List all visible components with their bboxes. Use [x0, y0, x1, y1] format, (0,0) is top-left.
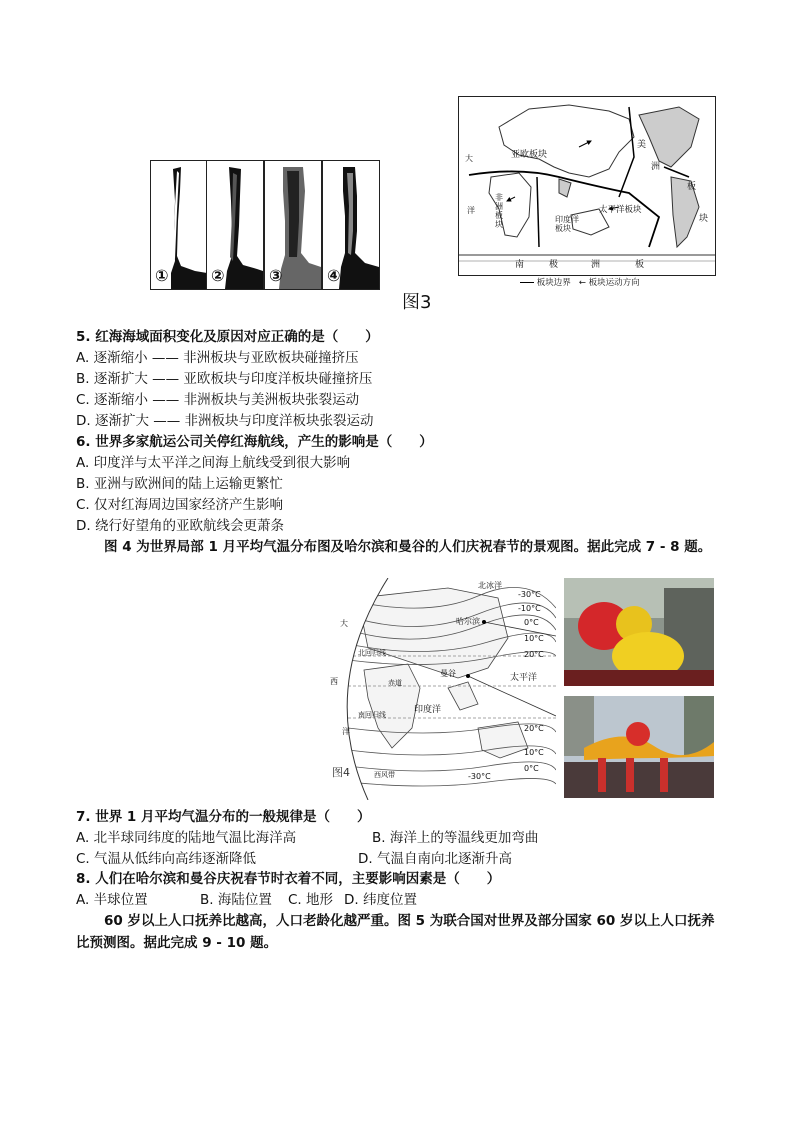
q5-stem: 5. 红海海域面积变化及原因对应正确的是（ ） — [76, 329, 379, 345]
label-yang: 洋 — [342, 727, 350, 736]
lion-dance-illustration — [564, 578, 714, 686]
isotherm-label-8: 0°C — [524, 764, 539, 773]
label-indian-line2: 板块 — [555, 224, 571, 233]
q6-option-c: C. 仅对红海周边国家经济产生影响 — [76, 497, 284, 513]
q8-option-a: A. 半球位置 — [76, 892, 148, 908]
strip-label-4: ④ — [327, 266, 341, 285]
q7-stem: 7. 世界 1 月平均气温分布的一般规律是（ ） — [76, 809, 371, 825]
label-pacific-plate: 太平洋板块 — [599, 205, 642, 215]
label-tropic-south: 南回归线 — [358, 711, 386, 719]
label-america-1: 美 — [637, 140, 647, 150]
plate-map-svg — [459, 97, 715, 275]
arrow-left-icon: ← — [578, 278, 586, 288]
q8-option-b: B. 海陆位置 — [200, 892, 272, 908]
label-bangkok: 曼谷 — [440, 669, 456, 678]
label-yang: 洋 — [467, 206, 475, 215]
q7-option-c: C. 气温从低纬向高纬逐渐降低 — [76, 851, 257, 867]
plate-map-legend — [520, 276, 640, 288]
intro-9-10: 60 岁以上人口抚养比越高，人口老龄化越严重。图 5 为联合国对世界及部分国家 60 岁以上人口抚养比预测图。据此完成 9 - 10 题。 — [76, 913, 715, 951]
label-da: 大 — [465, 154, 473, 163]
isotherm-label-1: -30°C — [518, 590, 541, 599]
label-africa-plate — [495, 193, 507, 229]
q6-option-a: A. 印度洋与太平洋之间海上航线受到很大影响 — [76, 455, 351, 471]
figure-4-caption: 图4 — [332, 766, 350, 779]
isotherm-label-2: -10°C — [518, 604, 541, 613]
red-sea-strip-3 — [264, 160, 322, 290]
red-sea-strip-2 — [206, 160, 264, 290]
isotherm-label-7: 10°C — [524, 748, 544, 757]
q5-option-b: B. 逐渐扩大 —— 亚欧板块与印度洋板块碰撞挤压 — [76, 371, 373, 387]
q8-option-d: D. 纬度位置 — [344, 892, 417, 908]
intro-7-8: 图 4 为世界局部 1 月平均气温分布图及哈尔滨和曼谷的人们庆祝春节的景观图。据此完成 7 - 8 题。 — [104, 539, 712, 555]
strip-label-1: ① — [155, 266, 169, 285]
q7-option-a: A. 北半球同纬度的陆地气温比海洋高 — [76, 830, 297, 846]
label-indian-line1: 印度洋 — [555, 215, 579, 224]
label-da: 大 — [340, 619, 348, 628]
q7-option-d: D. 气温自南向北逐渐升高 — [358, 851, 512, 867]
label-eurasia-plate: 亚欧板块 — [511, 150, 548, 160]
label-africa-line1: 非洲 — [495, 193, 503, 211]
label-africa-line2: 板块 — [495, 211, 503, 229]
strip-label-2: ② — [211, 266, 225, 285]
boundary-legend-line — [520, 282, 534, 283]
label-indian-ocean: 印度洋 — [414, 705, 442, 715]
q5-option-a: A. 逐渐缩小 —— 非洲板块与亚欧板块碰撞挤压 — [76, 350, 359, 366]
plate-tectonics-map — [458, 96, 716, 276]
q6-stem: 6. 世界多家航运公司关停红海航线，产生的影响是（ ） — [76, 434, 433, 450]
label-america-4: 块 — [699, 214, 709, 224]
figure-3-caption: 图3 — [402, 292, 432, 313]
q7-option-b: B. 海洋上的等温线更加弯曲 — [372, 830, 539, 846]
legend-boundary: 板块边界 — [536, 278, 571, 288]
red-sea-strip-1 — [150, 160, 208, 290]
label-indian-plate — [555, 215, 579, 233]
label-antarctic-1: 南 — [515, 260, 525, 270]
label-antarctic-3: 洲 — [591, 260, 601, 270]
label-harbin: 哈尔滨 — [456, 617, 480, 626]
label-west-wind: 西风带 — [374, 771, 395, 779]
q6-option-d: D. 绕行好望角的亚欧航线会更萧条 — [76, 518, 284, 534]
legend-motion: 板块运动方向 — [588, 278, 640, 288]
dragon-dance-illustration — [564, 696, 714, 798]
q8-stem: 8. 人们在哈尔滨和曼谷庆祝春节时衣着不同，主要影响因素是（ ） — [76, 871, 501, 887]
red-sea-strip-4 — [322, 160, 380, 290]
label-xi: 西 — [330, 677, 338, 686]
label-america-2: 洲 — [651, 162, 661, 172]
label-tropic-north: 北回归线 — [358, 649, 386, 657]
q6-option-b: B. 亚洲与欧洲间的陆上运输更繁忙 — [76, 476, 283, 492]
label-arctic: 北冰洋 — [478, 581, 502, 590]
isotherm-label-5: 20°C — [524, 650, 544, 659]
isotherm-label-6: 20°C — [524, 724, 544, 733]
q8-option-c: C. 地形 — [288, 892, 334, 908]
strip-label-3: ③ — [269, 266, 283, 285]
isotherm-label-9: -30°C — [468, 772, 491, 781]
isotherm-label-3: 0°C — [524, 618, 539, 627]
q5-option-c: C. 逐渐缩小 —— 非洲板块与美洲板块张裂运动 — [76, 392, 360, 408]
figure-4-temperature-map — [328, 578, 556, 800]
q5-option-d: D. 逐渐扩大 —— 非洲板块与印度洋板块张裂运动 — [76, 413, 374, 429]
label-equator: 赤道 — [388, 679, 402, 687]
label-antarctic-4: 板 — [635, 260, 645, 270]
harbin-lion-dance-photo — [564, 578, 714, 686]
label-pacific: 太平洋 — [510, 673, 538, 683]
isotherm-label-4: 10°C — [524, 634, 544, 643]
label-antarctic-2: 极 — [549, 260, 559, 270]
bangkok-dragon-dance-photo — [564, 696, 714, 798]
label-america-3: 板 — [687, 182, 697, 192]
